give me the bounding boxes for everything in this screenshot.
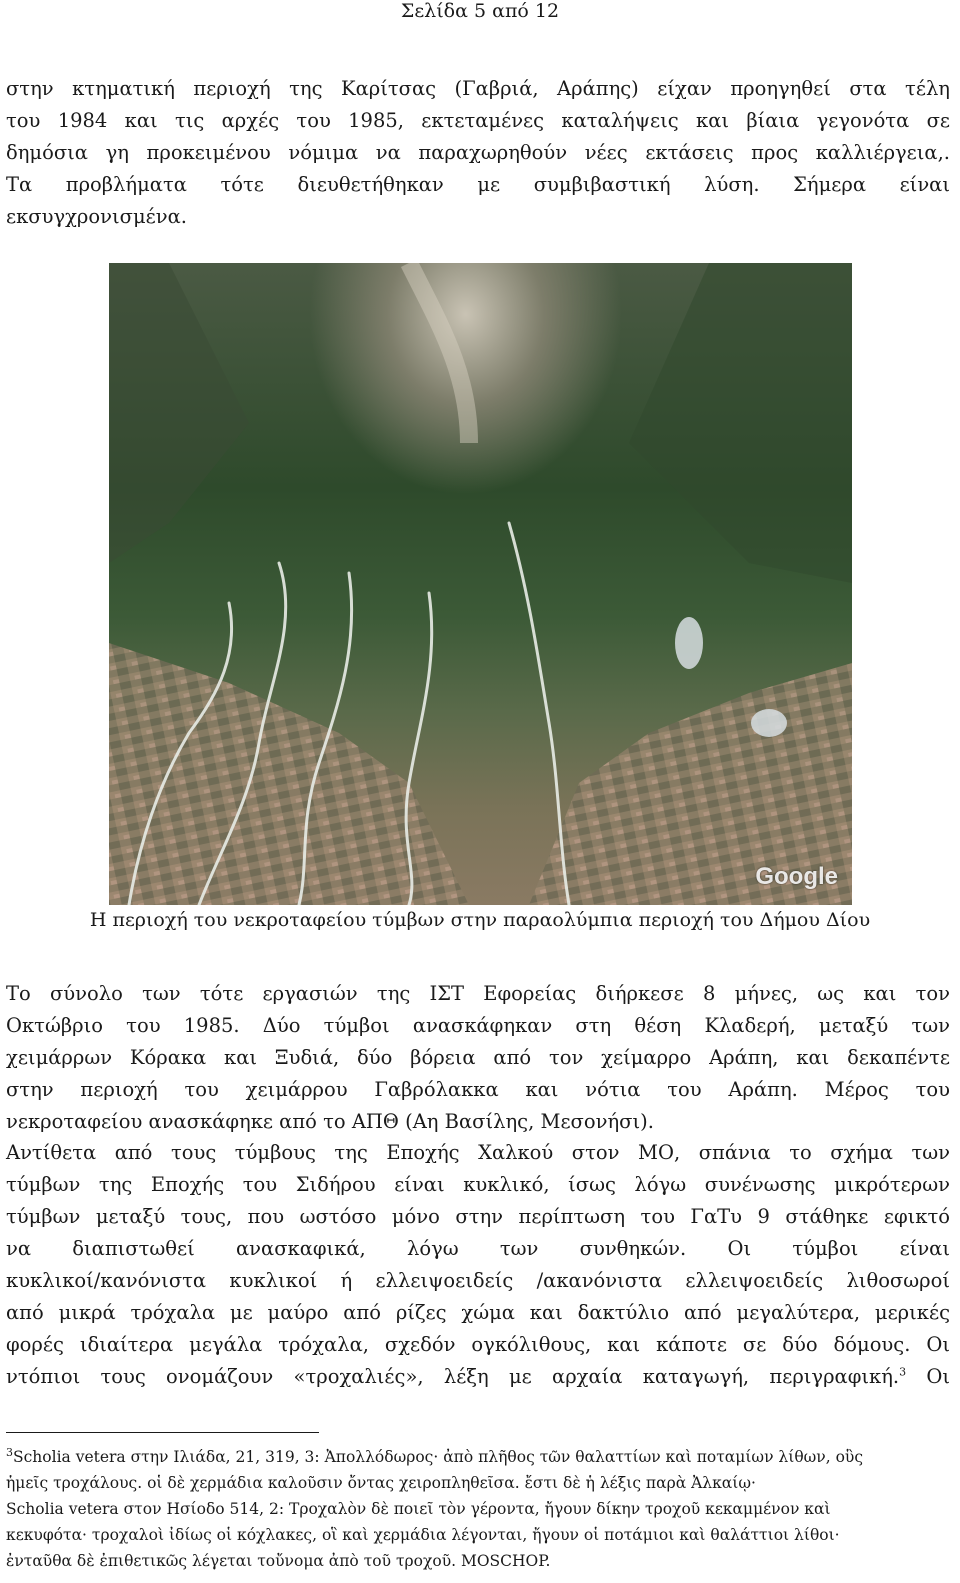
- text-line: τύμβων μεταξύ τους, που ωστόσο μόνο στην περίπτωση του ΓαΤυ 9 στάθηκε εφικτό: [6, 1205, 950, 1228]
- terrain-illustration: [109, 263, 852, 905]
- paragraph-excavations: [6, 978, 950, 1138]
- text-line: νεκροταφείου ανασκάφηκε από το ΑΠΘ (Αη Βασίλης, Μεσονήσι).: [6, 1110, 654, 1133]
- text-line: Το σύνολο των τότε εργασιών της ΙΣΤ Εφορείας διήρκεσε 8 μήνες, ως και τον: [6, 982, 950, 1005]
- footnote-line: ἐνταῦθα δὲ ἐπιθετικῶς λέγεται τοὔνομα ἀπὸ τοῦ τροχοῦ. MOSCHOP.: [6, 1552, 551, 1570]
- footnote-reference[interactable]: 3: [899, 1365, 907, 1379]
- figure-caption: Η περιοχή του νεκροταφείου τύμβων στην παραολύμπια περιοχή του Δήμου Δίου: [89, 909, 871, 931]
- text-line: του 1984 και τις αρχές του 1985, εκτεταμένες καταλήψεις και βίαια γεγονότα σε: [6, 109, 950, 132]
- text-segment: ντόπιοι τους ονομάζουν «τροχαλιές», λέξη με αρχαία καταγωγή, περιγραφική.: [6, 1365, 900, 1388]
- text-line: από μικρά τρόχαλα με μαύρο από ρίζες χώμα και δακτύλιο από μεγαλύτερα, μερικές: [6, 1301, 950, 1324]
- text-line: φορές ιδιαίτερα μεγάλα τρόχαλα, σχεδόν ογκόλιθους, και κάποτε σε δύο δόμους. Οι: [6, 1333, 950, 1356]
- text-line: κυκλικοί/κανόνιστα κυκλικοί ή ελλειψοειδείς /ακανόνιστα ελλειψοειδείς λιθοσωροί: [6, 1269, 950, 1292]
- footnotes: [6, 1444, 950, 1574]
- page-header: Σελίδα 5 από 12: [400, 0, 560, 22]
- text-line: χειμάρρων Κόρακα και Ξυδιά, δύο βόρεια από τον χείμαρρο Αράπη, και δεκαπέντε: [6, 1046, 950, 1069]
- footnote-divider: [6, 1432, 319, 1433]
- text-segment: Scholia vetera στην Ιλιάδα, 21, 319, 3: Ἀπολλόδωρος· ἀπὸ πλῆθος τῶν θαλαττίων καὶ ποταμίων λίθων, οὓς: [13, 1448, 864, 1466]
- text-line: εκσυγχρονισμένα.: [6, 205, 187, 228]
- google-watermark: Google: [755, 863, 838, 890]
- paragraph-intro: [6, 73, 950, 233]
- text-line: Αντίθετα από τους τύμβους της Εποχής Χαλκού στον ΜΟ, σπάνια το σχήμα των: [6, 1141, 950, 1164]
- text-line: Τα προβλήματα τότε διευθετήθηκαν με συμβιβαστική λύση. Σήμερα είναι: [6, 173, 950, 196]
- footnote-line: κεκυφότα· τροχαλοὶ ἰδίως οἱ κόχλακες, οἳ καὶ χερμάδια λέγονται, ἤγουν οἱ ποτάμιοι καὶ θαλάττιοι λίθοι·: [6, 1526, 840, 1544]
- footnote-line: ἡμεῖς τροχάλους. οἱ δὲ χερμάδια καλοῦσιν ὄντας χειροπληθεῖσα. ἔστι δὲ ἡ λέξις παρὰ Ἀλκαίῳ·: [6, 1474, 756, 1492]
- text-line: στην κτηματική περιοχή της Καρίτσας (Γαβριά, Αράπης) είχαν προηγηθεί στα τέλη: [6, 77, 950, 100]
- text-line: Οκτώβριο του 1985. Δύο τύμβοι ανασκάφηκαν στη θέση Κλαδερή, μεταξύ των: [6, 1014, 950, 1037]
- text-line: να διαπιστωθεί ανασκαφικά, λόγω των συνθηκών. Οι τύμβοι είναι: [6, 1237, 950, 1260]
- footnote-line: Scholia vetera στον Ησίοδο 514, 2: Τροχαλὸν δὲ ποιεῖ τὸν γέροντα, ἤγουν δίκην τροχοῦ κεκαμμένον καὶ: [6, 1500, 831, 1518]
- footnote-marker: 3: [6, 1445, 13, 1459]
- text-line: δημόσια γη προκειμένου νόμιμα να παραχωρηθούν νέες εκτάσεις προς καλλιέργεια,.: [6, 141, 950, 164]
- text-line: [6, 1361, 950, 1393]
- text-line: στην περιοχή του χειμάρρου Γαβρόλακκα και νότια του Αράπη. Μέρος του: [6, 1078, 950, 1101]
- text-segment: Οι: [926, 1365, 950, 1388]
- text-line: τύμβων της Εποχής του Σιδήρου είναι κυκλικό, ίσως λόγω συνένωσης μικρότερων: [6, 1173, 950, 1196]
- paragraph-tumuli: [6, 1137, 950, 1393]
- satellite-photo: [109, 263, 852, 905]
- footnote-line: [6, 1444, 950, 1470]
